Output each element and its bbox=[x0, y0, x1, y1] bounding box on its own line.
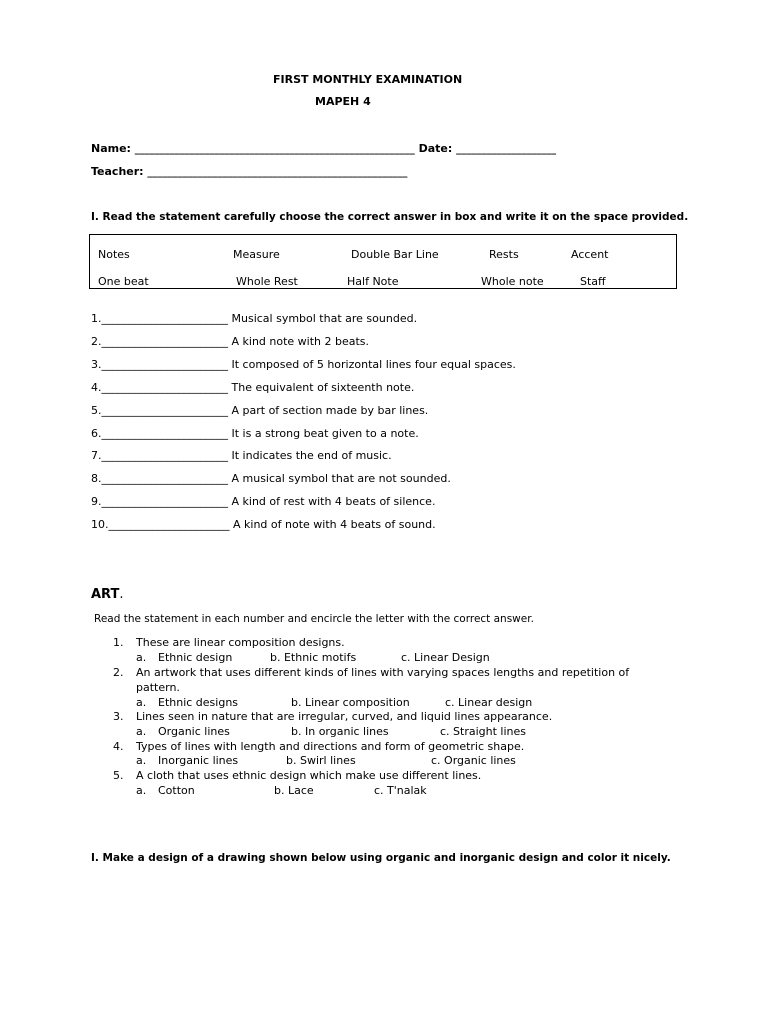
choice-a-text: Inorganic lines bbox=[158, 754, 239, 767]
choice-b[interactable]: b. Lace bbox=[274, 784, 314, 797]
question-item bbox=[91, 358, 516, 372]
name-label: Name: bbox=[91, 142, 135, 155]
choice-b[interactable]: b. Ethnic motifs bbox=[270, 651, 357, 664]
question-text: Musical symbol that are sounded. bbox=[228, 312, 418, 325]
teacher-row bbox=[91, 165, 407, 180]
question-number: 4. bbox=[91, 381, 102, 394]
question-text: It composed of 5 horizontal lines four equal spaces. bbox=[228, 358, 516, 371]
choice-c[interactable]: c. T'nalak bbox=[374, 784, 427, 797]
art-question-number: 4. bbox=[113, 740, 124, 753]
answer-blank[interactable]: ______________________ bbox=[108, 518, 230, 531]
question-text: It indicates the end of music. bbox=[228, 449, 392, 462]
answer-blank[interactable]: _______________________ bbox=[101, 404, 228, 417]
art-heading-suffix: . bbox=[119, 587, 124, 602]
word-option: Rests bbox=[489, 248, 519, 261]
choice-b[interactable]: b. Swirl lines bbox=[286, 754, 356, 767]
choice-c[interactable]: c. Linear design bbox=[445, 696, 533, 709]
music-instruction: I. Read the statement carefully choose the correct answer in box and write it on the space provided. bbox=[91, 211, 689, 223]
art-question-text: These are linear composition designs. bbox=[136, 636, 345, 649]
question-item bbox=[91, 495, 435, 509]
question-text: A kind of note with 4 beats of sound. bbox=[229, 518, 436, 531]
question-item bbox=[91, 404, 428, 418]
word-option: Staff bbox=[580, 275, 606, 288]
word-option: Whole note bbox=[481, 275, 544, 288]
art-question-text: Types of lines with length and directions and form of geometric shape. bbox=[136, 740, 525, 753]
answer-blank[interactable]: _______________________ bbox=[101, 472, 228, 485]
answer-blank[interactable]: _______________________ bbox=[101, 495, 228, 508]
choice-c[interactable]: c. Organic lines bbox=[431, 754, 516, 767]
word-option: Notes bbox=[98, 248, 130, 261]
choice-b[interactable]: b. In organic lines bbox=[291, 725, 389, 738]
art-question-text: A cloth that uses ethnic design which make use different lines. bbox=[136, 769, 482, 782]
question-number: 6. bbox=[91, 427, 102, 440]
answer-word-box bbox=[89, 234, 677, 289]
date-field[interactable]: ____________________ bbox=[456, 144, 557, 155]
name-field[interactable]: ________________________________________________________ bbox=[134, 144, 415, 155]
teacher-label: Teacher: bbox=[91, 165, 148, 178]
art-instruction: Read the statement in each number and encircle the letter with the correct answer. bbox=[94, 613, 534, 625]
question-number: 5. bbox=[91, 404, 102, 417]
question-item bbox=[91, 449, 392, 463]
choice-a-text: Ethnic designs bbox=[158, 696, 239, 709]
date-label: Date: bbox=[414, 142, 457, 155]
question-number: 9. bbox=[91, 495, 102, 508]
subject-title: MAPEH 4 bbox=[315, 95, 371, 108]
question-number: 7. bbox=[91, 449, 102, 462]
question-item bbox=[91, 427, 419, 441]
word-option: Whole Rest bbox=[236, 275, 298, 288]
question-text: The equivalent of sixteenth note. bbox=[228, 381, 415, 394]
word-option: Double Bar Line bbox=[351, 248, 439, 261]
choice-b[interactable]: b. Linear composition bbox=[291, 696, 410, 709]
art-question-number: 5. bbox=[113, 769, 124, 782]
answer-blank[interactable]: _______________________ bbox=[101, 358, 228, 371]
art-question-text: Lines seen in nature that are irregular, curved, and liquid lines appearance. bbox=[136, 710, 553, 723]
word-option: Measure bbox=[233, 248, 280, 261]
word-option: Half Note bbox=[347, 275, 399, 288]
question-item bbox=[91, 335, 369, 349]
art-question-number: 3. bbox=[113, 710, 124, 723]
question-text: A musical symbol that are not sounded. bbox=[228, 472, 451, 485]
choice-a-text: Ethnic design bbox=[158, 651, 233, 664]
art-question-text: An artwork that uses different kinds of lines with varying spaces lengths and repetition of bbox=[136, 666, 630, 679]
choice-c[interactable]: c. Linear Design bbox=[401, 651, 490, 664]
answer-blank[interactable]: _______________________ bbox=[101, 335, 228, 348]
answer-blank[interactable]: _______________________ bbox=[101, 312, 228, 325]
choice-letter-a[interactable]: a. bbox=[136, 784, 147, 797]
choice-a-text: Cotton bbox=[158, 784, 195, 797]
word-option: One beat bbox=[98, 275, 149, 288]
question-number: 2. bbox=[91, 335, 102, 348]
answer-blank[interactable]: _______________________ bbox=[101, 381, 228, 394]
name-date-row bbox=[91, 142, 556, 157]
choice-a-text: Organic lines bbox=[158, 725, 230, 738]
question-number: 3. bbox=[91, 358, 102, 371]
design-instruction: I. Make a design of a drawing shown below using organic and inorganic design and color it nicely. bbox=[91, 852, 671, 864]
choice-letter-a[interactable]: a. bbox=[136, 754, 147, 767]
question-item bbox=[91, 381, 414, 395]
question-item bbox=[91, 472, 451, 486]
choice-letter-a[interactable]: a. bbox=[136, 696, 147, 709]
question-text: It is a strong beat given to a note. bbox=[228, 427, 419, 440]
question-number: 1. bbox=[91, 312, 102, 325]
art-question-text-cont: pattern. bbox=[136, 681, 180, 694]
art-heading-text: ART bbox=[91, 587, 120, 602]
question-item bbox=[91, 518, 436, 532]
word-option: Accent bbox=[571, 248, 609, 261]
choice-c[interactable]: c. Straight lines bbox=[440, 725, 527, 738]
exam-title: FIRST MONTHLY EXAMINATION bbox=[273, 73, 463, 86]
teacher-field[interactable]: ____________________________________________________ bbox=[147, 167, 408, 178]
question-number: 10. bbox=[91, 518, 109, 531]
art-question-number: 2. bbox=[113, 666, 124, 679]
art-heading bbox=[91, 587, 124, 603]
question-number: 8. bbox=[91, 472, 102, 485]
question-text: A part of section made by bar lines. bbox=[228, 404, 429, 417]
art-question-number: 1. bbox=[113, 636, 124, 649]
choice-letter-a[interactable]: a. bbox=[136, 725, 147, 738]
question-text: A kind of rest with 4 beats of silence. bbox=[228, 495, 436, 508]
answer-blank[interactable]: _______________________ bbox=[101, 449, 228, 462]
question-text: A kind note with 2 beats. bbox=[228, 335, 370, 348]
question-item bbox=[91, 312, 417, 326]
choice-letter-a[interactable]: a. bbox=[136, 651, 147, 664]
answer-blank[interactable]: _______________________ bbox=[101, 427, 228, 440]
